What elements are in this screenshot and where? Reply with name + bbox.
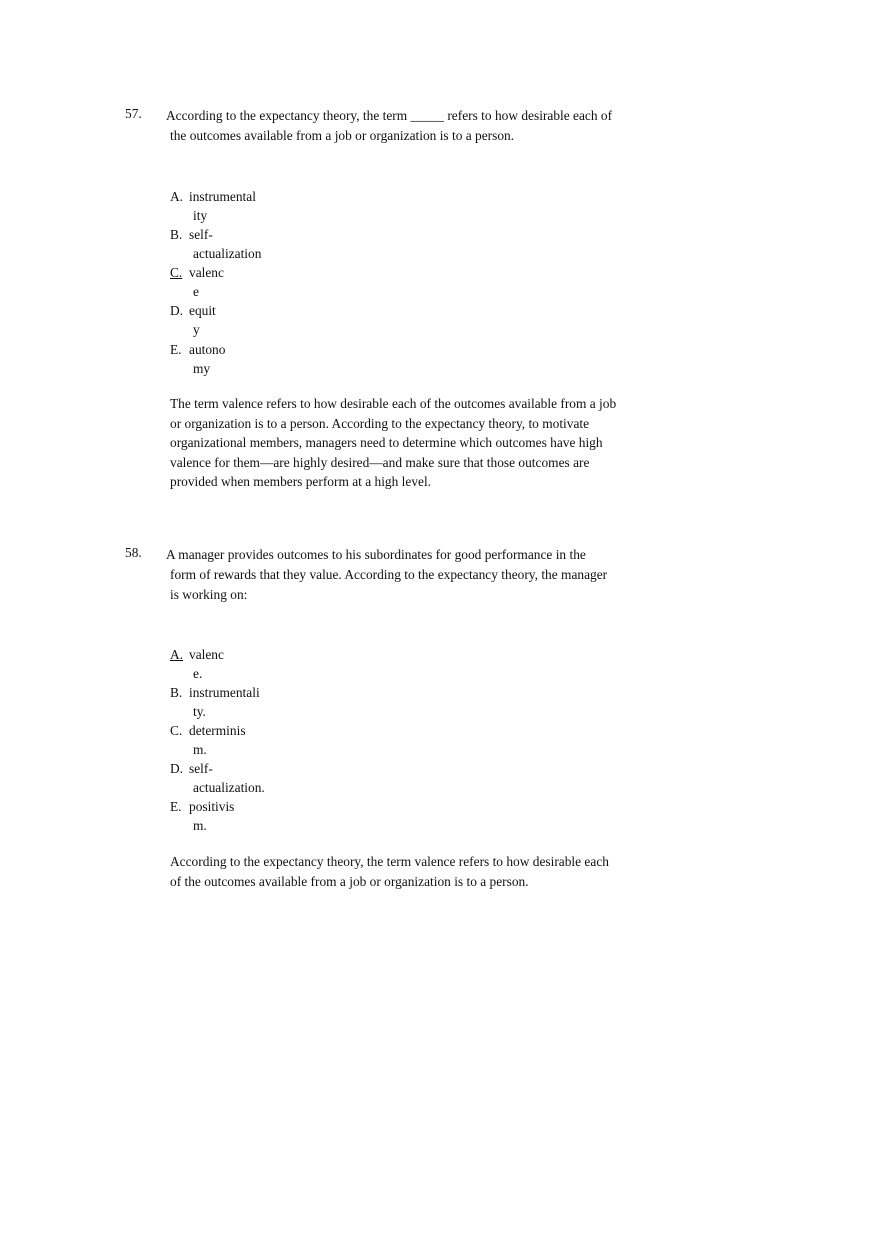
option-text: instrumentali xyxy=(189,685,260,700)
option-text: valenc xyxy=(189,265,224,280)
option-text-continued: y xyxy=(193,322,200,337)
question-58-stem-line-2: form of rewards that they value. According to the expectancy theory, the manager xyxy=(170,567,608,582)
question-58-option-d xyxy=(170,759,265,797)
explanation-line: organizational members, managers need to determine which outcomes have high xyxy=(170,435,603,450)
question-57-option-d xyxy=(170,301,216,339)
question-57-option-a xyxy=(170,187,256,225)
option-text-continued: m. xyxy=(193,818,207,833)
option-letter: C. xyxy=(170,723,183,738)
question-58-stem-line-3: is working on: xyxy=(170,587,248,602)
option-text: determinis xyxy=(189,723,246,738)
option-letter: B. xyxy=(170,227,183,242)
option-text: instrumental xyxy=(189,189,256,204)
option-letter-correct: C. xyxy=(170,265,183,280)
option-letter: A. xyxy=(170,189,184,204)
option-text-continued: ity xyxy=(193,208,208,223)
question-58-option-b xyxy=(170,683,260,721)
explanation-line: The term valence refers to how desirable each of the outcomes available from a job xyxy=(170,396,617,411)
option-text-continued: e. xyxy=(193,666,203,681)
question-57-stem-line-1: According to the expectancy theory, the term _____ refers to how desirable each of xyxy=(166,108,613,123)
question-57-option-c-correct xyxy=(170,263,224,301)
question-57-option-e xyxy=(170,340,225,378)
question-58-number: 58. xyxy=(125,545,142,560)
question-58-stem xyxy=(166,545,607,605)
option-text-continued: e xyxy=(193,284,199,299)
option-text: autono xyxy=(189,342,226,357)
explanation-line: or organization is to a person. According to the expectancy theory, to motivate xyxy=(170,415,590,431)
option-letter-correct: A. xyxy=(170,647,184,662)
question-57-explanation xyxy=(170,394,616,492)
option-text: valenc xyxy=(189,647,224,662)
explanation-line: provided when members perform at a high level. xyxy=(170,474,432,489)
question-58-option-a-correct xyxy=(170,645,224,683)
option-letter: B. xyxy=(170,685,183,700)
question-58-explanation xyxy=(170,852,609,891)
option-letter: E. xyxy=(170,799,182,814)
question-57-number: 57. xyxy=(125,106,142,121)
explanation-line: valence for them—are highly desired—and make sure that those outcomes are xyxy=(170,454,590,470)
option-text-continued: ty. xyxy=(193,704,206,719)
question-57-stem xyxy=(166,106,612,146)
question-57-stem-line-2: the outcomes available from a job or organization is to a person. xyxy=(170,128,515,143)
option-text-continued: actualization xyxy=(193,246,262,261)
explanation-line: According to the expectancy theory, the term valence refers to how desirable each xyxy=(170,854,609,869)
option-text-continued: m. xyxy=(193,742,207,757)
explanation-line: of the outcomes available from a job or organization is to a person. xyxy=(170,873,529,889)
option-letter: E. xyxy=(170,342,182,357)
option-text: positivis xyxy=(189,799,235,814)
option-text-continued: my xyxy=(193,361,211,376)
option-letter: D. xyxy=(170,761,184,776)
question-58-stem-line-1: A manager provides outcomes to his subordinates for good performance in the xyxy=(166,547,586,562)
option-text: self- xyxy=(189,761,213,776)
question-58-option-e xyxy=(170,797,234,835)
option-text-continued: actualization. xyxy=(193,780,265,795)
question-57-option-b xyxy=(170,225,261,263)
option-text: self- xyxy=(189,227,213,242)
option-letter: D. xyxy=(170,303,184,318)
question-58-option-c xyxy=(170,721,246,759)
option-text: equit xyxy=(189,303,216,318)
